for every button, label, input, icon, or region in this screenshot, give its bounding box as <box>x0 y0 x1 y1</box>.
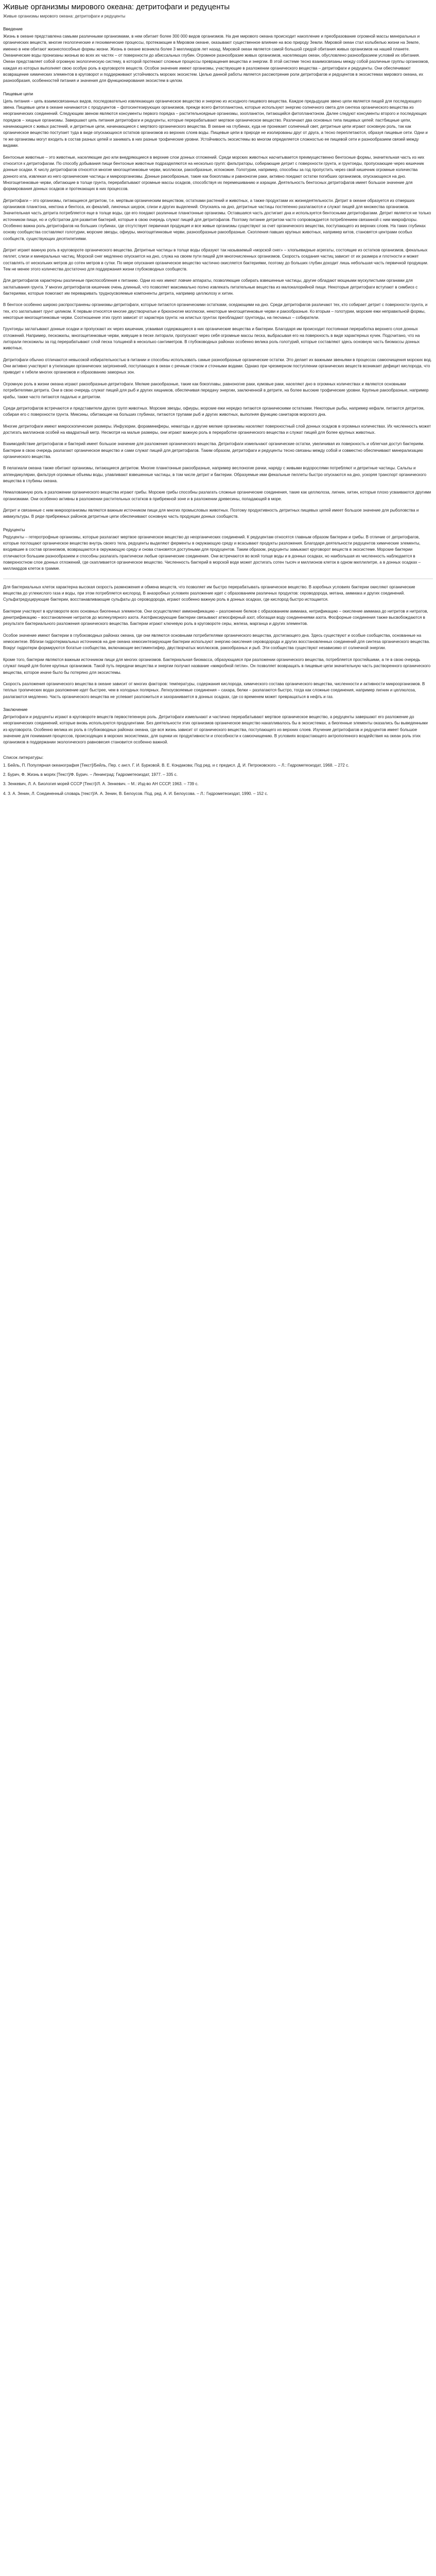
food-chains-paragraph: Цепь питания – цепь взаимосвязанных видов, последовательно извлекающих органическое вещество и энергию из исходного пищевого вещества. Каждое предыдущее звено цепи является пищей для последующего звена. Пищевые цепи в океане начинаются с продуцентов – фотосинтезирующих организмов, прежде всего фитопланктона, которые используют энергию солнечного света для синтеза органического вещества из неорганических соединений. Следующим звеном являются консументы первого порядка – растительноядные организмы, зоопланктон, питающийся фитопланктоном. Далее следуют консументы второго и последующих порядков – хищные организмы. Завершают цепь питания детритофаги и редуценты, которые перерабатывают мертвое органическое вещество. Различают два основных типа пищевых цепей: пастбищные цепи, начинающиеся с живых растений, и детритные цепи, начинающиеся с мертвого органического вещества. В океане на глубинах, куда не проникает солнечный свет, детритные цепи играют основную роль, так как органическое вещество поступает туда в виде опускающихся остатков организмов из верхних слоев воды. Пищевые цепи в природе не изолированы друг от друга, а тесно переплетаются, образуя пищевые сети. Одни и те же организмы могут входить в состав разных цепей и занимать в них разные трофические уровни. Устойчивость экосистемы во многом определяется сложностью ее пищевой сети и разнообразием связей между видами. <box>3 98 428 148</box>
benthic-paragraph-2: Детритофаги – это организмы, питающиеся детритом, т.е. мертвым органическим веществом, остатками растений и животных, а также продуктами их жизнедеятельности. Детрит в океане образуется из отмерших организмов планктона, нектона и бентоса, их фекалий, линочных шкурок, слизи и других выделений. Опускаясь на дно, детритные частицы постепенно разлагаются и служат пищей для множества организмов. Значительная часть детрита потребляется еще в толще воды, где его поедают различные планктонные организмы. Оставшаяся часть достигает дна и используется бентосными детритофагами. Детрит является не только источником пищи, но и субстратом для развития бактерий, которые в свою очередь служат пищей для детритофагов. Поэтому питание детритом часто сопровождается потреблением связанной с ним микрофлоры. Особенно важна роль детритофагов на больших глубинах, где отсутствует первичная продукция и все живые организмы существуют за счет органического вещества, поступающего из верхних слоев. На таких глубинах основу сообщества составляют голотурии, морские звезды, офиуры, многощетинковые черви, разнообразные ракообразные. Скопления павших крупных животных, например китов, становятся центрами особых сообществ, существующих десятилетиями. <box>3 198 431 241</box>
detritivores-paragraph-9: Немаловажную роль в разложении органического вещества играют грибы. Морские грибы способны разлагать сложные органические соединения, такие как целлюлоза, лигнин, хитин, которые плохо усваиваются другими организмами. Они особенно активны в разложении растительных остатков в прибрежной зоне и в разложении древесины, попадающей в море. <box>3 490 431 501</box>
benthic-paragraph-3: Детрит играет важную роль в круговороте органического вещества. Детритные частицы в толще воды образуют так называемый «морской снег» – хлопьевидные агрегаты, состоящие из остатков организмов, фекальных пеллет, слизи и минеральных частиц. Морской снег медленно опускается на дно, служа на своем пути пищей для многочисленных организмов. Скорость оседания частиц зависит от их размера и плотности и может составлять от нескольких метров до сотен метров в сутки. По мере опускания органическое вещество частично окисляется бактериями, поэтому до больших глубин доходит лишь небольшая часть первичной продукции. Тем не менее этого количества достаточно для поддержания жизни глубоководных сообществ. <box>3 247 428 272</box>
document-page <box>0 0 436 809</box>
bacteria-paragraph-4: Кроме того, бактерии являются важным источником пищи для многих организмов. Бактериальная биомасса, образующаяся при разложении органического вещества, потребляется простейшими, а те в свою очередь служат пищей для более крупных организмов. Такой путь передачи вещества и энергии получил название «микробной петли». Он позволяет возвращать в пищевые цепи значительную часть растворенного органического вещества, которое иначе было бы потеряно для экосистемы. <box>3 657 431 675</box>
detritivores-paragraph-4: Огромную роль в жизни океана играют ракообразные-детритофаги. Мелкие ракообразные, такие как бокоплавы, равноногие раки, кумовые раки, населяют дно в огромных количествах и являются основными потребителями детрита. Они в свою очередь служат пищей для рыб и других хищников, обеспечивая передачу энергии, заключенной в детрите, на более высокие трофические уровни. Крупные ракообразные, например крабы, также часто питаются падалью и детритом. <box>3 381 429 399</box>
detritivores-paragraph-5: Среди детритофагов встречаются и представители других групп животных. Морские звезды, офиуры, морские ежи нередко питаются органическими остатками. Некоторые рыбы, например кефали, питаются детритом, собирая его с поверхности грунта. Миксины, обитающие на больших глубинах, питаются трупами рыб и других животных, выполняя функцию санитаров морского дна. <box>3 405 425 417</box>
reference-item: 1. Бейль, П. Популярная океанография [Текст]/Бейль, Пер. с англ. Г. И. Бурковой, В. Е. Кондакова; Под ред. и с предисл. Д. И. Петроковского. – Л.: Гидрометеоиздат, 1968. – 272 с. <box>3 762 350 768</box>
detritivores-paragraph-1: В бентосе особенно широко распространены организмы-детритофаги, которые питаются органическими остатками, оседающими на дно. Среди детритофагов различают тех, кто собирает детрит с поверхности грунта, и тех, кто заглатывает грунт целиком. К первым относятся многие двустворчатые и брюхоногие моллюски, некоторые многощетинковые черви и ракообразные. Ко вторым – голотурии, морские ежи неправильной формы, некоторые многощетинковые черви. Соотношение этих групп зависит от характера грунта: на илистых грунтах преобладают грунтоеды, на песчаных – собиратели. <box>3 302 428 320</box>
reference-item: 4. З. А. Зенин, Л. Соединенный словарь [текст]/А. А. Зенин, В. Белоусов. Под. ред. А. И. Белоусова. – Л.: Гидрометеоиздат, 1990. – 152 с. <box>3 791 268 796</box>
detritivores-paragraph-7: Взаимодействие детритофагов и бактерий имеет большое значение для разложения органического вещества. Детритофаги измельчают органические остатки, увеличивая их поверхность и облегчая доступ бактериям. Бактерии в свою очередь разлагают органическое вещество и сами служат пищей для детритофагов. Таким образом, детритофаги и редуценты тесно связаны между собой и совместно обеспечивают минерализацию органического вещества. <box>3 442 425 459</box>
bacteria-paragraph-3: Особое значение имеют бактерии в глубоководных районах океана, где они являются основными потребителями органического вещества, достигающего дна. Здесь существуют и особые сообщества, основанные на хемосинтезе. Вблизи гидротермальных источников на дне океана хемосинтезирующие бактерии используют энергию окисления сероводорода и других восстановленных соединений для синтеза органического вещества. Вокруг гидротерм формируются богатые сообщества, включающие вестиментифер, двустворчатых моллюсков, ракообразных и рыб. Эти сообщества существуют независимо от солнечной энергии. <box>3 633 430 651</box>
document-subtitle: Живые организмы мирового океана: детритофаги и редуценты <box>3 14 126 19</box>
conclusion-paragraph: Детритофаги и редуценты играют в круговороте веществ первостепенную роль. Детритофаги измельчают и частично перерабатывают мертвое органическое вещество, а редуценты завершают его разложение до неорганических соединений, которые вновь используются продуцентами. Без деятельности этих организмов органическое вещество накапливалось бы в экосистемах, а биогенные элементы оказались бы выведенными из круговорота. Особенно велика их роль в глубоководных районах океана, где вся жизнь зависит от органического вещества, поступающего из верхних слоев. Изучение детритофагов и редуцентов имеет большое значение для понимания процессов, происходящих в морских экосистемах, для оценки их продуктивности и способности к самоочищению. В условиях возрастающего антропогенного воздействия на океан роль этих организмов в поддержании экологического равновесия становится особенно важной. <box>3 714 428 745</box>
intro-paragraph: Жизнь в океане представлена самыми различными организмами, в нем обитает более 300 000 видов организмов. На дне мирового океана происходит накопление и преобразование огромной массы минеральных и органических веществ, многие геологические и геохимические процессы, протекающие в Мировом океане, оказывают существенное влияние на всю природу Земли. Мировой океан стал колыбелью жизни на Земле, именно в нем обитают жизнеспособные формы жизни. Жизнь в океане возникла более 3 миллиардов лет назад. Мировой океан является самой большой средой обитания живых организмов на нашей планете. Океанические воды пронизаны жизнью во всех их частях – от поверхности до абиссальных глубин. Огромное разнообразие живых организмов, населяющих океан, обусловлено разнообразием условий их обитания. Океан представляет собой огромную экологическую систему, в которой протекают сложные процессы превращения вещества и энергии. В этой системе тесно взаимосвязаны между собой различные группы организмов, каждая из которых выполняет свою особую роль в круговороте веществ. Особое значение имеют организмы, участвующие в разложении органического вещества – детритофаги и редуценты. Они обеспечивают возвращение химических элементов в круговорот и поддерживают устойчивость морских экосистем. Целью данной работы является рассмотрение роли детритофагов и редуцентов в экосистемах мирового океана, их разнообразия, особенностей питания и значения для функционирования экосистем в целом. <box>3 34 429 83</box>
conclusion-heading: Заключение <box>3 706 28 712</box>
bacteria-paragraph-5: Скорость разложения органического вещества в океане зависит от многих факторов: температуры, содержания кислорода, химического состава органического вещества, численности и активности микроорганизмов. В теплых тропических водах разложение идет быстрее, чем в холодных полярных. Легкоусвояемые соединения – сахара, белки – разлагаются быстро, тогда как сложные соединения, например лигнин и целлюлоза, разлагаются медленно. Часть органического вещества не успевает разложиться и захоранивается в донных осадках, где со временем может превращаться в нефть и газ. <box>3 681 425 699</box>
bacteria-paragraph-1: Для бактериальных клеток характерна высокая скорость размножения и обмена веществ, что позволяет им быстро перерабатывать органическое вещество. В аэробных условиях бактерии окисляют органические вещества до углекислого газа и воды, при этом потребляется кислород. В анаэробных условиях разложение идет с образованием различных продуктов: сероводорода, метана, аммиака и других соединений. Сульфатредуцирующие бактерии, восстанавливающие сульфаты до сероводорода, играют особенно важную роль в донных осадках, где кислород быстро истощается. <box>3 584 415 602</box>
reference-item: 3. Зенкевич, Л. А. Биология морей СССР [Текст]/Л. А. Зенкевич. – М.: Изд-во АН СССР, 1963. – 739 с. <box>3 782 199 787</box>
detritivores-paragraph-6: Многие детритофаги имеют микроскопические размеры. Инфузории, фораминиферы, нематоды и другие мелкие организмы населяют поверхностный слой донных осадков в огромных количествах. Их численность может достигать миллионов особей на квадратный метр. Несмотря на малые размеры, они играют важную роль в переработке органического вещества и служат пищей для более крупных животных. <box>3 423 431 435</box>
detritivores-paragraph-8: В пелагиали океана также обитают организмы, питающиеся детритом. Многие планктонные ракообразные, например веслоногие рачки, наряду с живыми водорослями потребляют и детритные частицы. Сальпы и аппендикулярии, фильтруя огромные объемы воды, улавливают взвешенные частицы, в том числе детрит и бактерии. Образуемые ими фекальные пеллеты быстро опускаются на дно, ускоряя транспорт органического вещества в глубины океана. <box>3 466 427 483</box>
benthic-paragraph-1: Бентосные животные – это животные, населяющие дно или внедряющиеся в верхние слои донных отложений. Среди морских животных насчитывается преимущественно бентосные формы, значительная часть из них относится к детритофагам. По способу добывания пищи бентосные животные подразделяются на несколько групп: фильтраторы, собирающие детрит с поверхности грунта, и грунтоеды, пропускающие через кишечник донные осадки. К числу детритофагов относятся многие многощетинковые черви, моллюски, ракообразные, иглокожие. Голотурии, например, способны за год пропустить через свой кишечник огромные количества донного ила, извлекая из него органические частицы и микроорганизмы. Донные ракообразные, такие как бокоплавы и равноногие раки, активно поедают остатки погибших организмов, опускающихся на дно. Многощетинковые черви, обитающие в толще грунта, перерабатывают огромные массы осадков, способствуя их перемешиванию и аэрации. Деятельность бентосных детритофагов имеет большое значение для формирования донных осадков и протекающих в них процессов. <box>3 155 425 192</box>
intro-heading: Введение <box>3 26 23 31</box>
detritivores-paragraph-2: Грунтоеды заглатывают донные осадки и пропускают их через кишечник, усваивая содержащиеся в них органические вещества и бактерии. Благодаря им происходит постоянная переработка верхнего слоя донных отложений. Например, пескожилы, многощетинковые черви, живущие в песке литорали, пропускают через себя огромные массы песка, выбрасывая его на поверхность в виде характерных кучек. Подсчитано, что на литорали пескожилы за год перерабатывают слой песка толщиной в несколько сантиметров. В глубоководных районах особенно велика роль голотурий, которые составляют здесь основную часть биомассы донных животных. <box>3 327 420 351</box>
bacteria-paragraph-2: Бактерии участвуют в круговороте всех основных биогенных элементов. Они осуществляют аммонификацию – разложение белков с образованием аммиака, нитрификацию – окисление аммиака до нитритов и нитратов, денитрификацию – восстановление нитратов до молекулярного азота. Азотфиксирующие бактерии связывают атмосферный азот, обогащая воду соединениями азота. Фосфорные соединения также высвобождаются в результате бактериального разложения органического вещества. Бактерии играют ключевую роль в круговороте серы, железа, марганца и других элементов. <box>3 608 428 626</box>
benthic-paragraph-4: Для детритофагов характерны различные приспособления к питанию. Одни из них имеют ловчие аппараты, позволяющие собирать взвешенные частицы, другие обладают мощными мускулистыми органами для заглатывания грунта. У многих детритофагов кишечник очень длинный, что позволяет максимально полно извлекать питательные вещества из малокалорийной пищи. Некоторые детритофаги вступают в симбиоз с бактериями, которые помогают им переваривать трудноусвояемые компоненты детрита, например целлюлозу и хитин. <box>3 278 418 296</box>
detritivores-paragraph-3: Детритофаги обычно отличаются невысокой избирательностью в питании и способны использовать самые разнообразные органические остатки. Это делает их важными звеньями в процессах самоочищения морских вод. Они активно участвуют в утилизации органических загрязнений, поступающих в океан с речным стоком и сточными водами. Однако при чрезмерном поступлении органических веществ возникает дефицит кислорода, что приводит к гибели многих организмов и образованию заморных зон. <box>3 357 432 375</box>
document-title: Живые организмы мирового океана: детритофаги и редуценты <box>3 3 230 11</box>
reducers-paragraph: Редуценты – гетеротрофные организмы, которые разлагают мертвое органическое вещество до неорганических соединений. К редуцентам относятся главным образом бактерии и грибы. В отличие от детритофагов, которые поглощают органическое вещество внутрь своего тела, редуценты выделяют ферменты в окружающую среду и всасывают продукты разложения. Благодаря деятельности редуцентов химические элементы, входившие в состав организмов, возвращаются в окружающую среду и снова становятся доступными для продуцентов. Таким образом, редуценты замыкают круговорот веществ в экосистеме. Морские бактерии отличаются большим разнообразием и способны разлагать практически любые органические соединения. Они встречаются во всей толще воды и в донных осадках, но наибольшая их численность наблюдается в поверхностном слое донных отложений, где скапливается органическое вещество. Численность бактерий в морской воде может достигать сотен тысяч и миллионов клеток в одном миллилитре, а в донных осадках – миллиардов клеток в грамме. <box>3 534 421 571</box>
reference-item: 2. Бурич, Ф. Жизнь в морях [Текст]/Ф. Бурич. – Ленинград: Гидрометеоиздат, 1977. – 335 с. <box>3 772 178 777</box>
detritivores-paragraph-10: Детрит и связанные с ним микроорганизмы являются важным источником пищи для многих промысловых животных. Поэтому продуктивность детритных пищевых цепей имеет большое значение для рыболовства и аквакультуры. В ряде прибрежных районов детритные цепи обеспечивают основную часть продукции донных сообществ. <box>3 507 419 519</box>
reducers-heading: Редуценты <box>3 527 25 532</box>
references-heading: Список литературы: <box>3 754 44 760</box>
food-chains-heading: Пищевые цепи <box>3 91 33 96</box>
